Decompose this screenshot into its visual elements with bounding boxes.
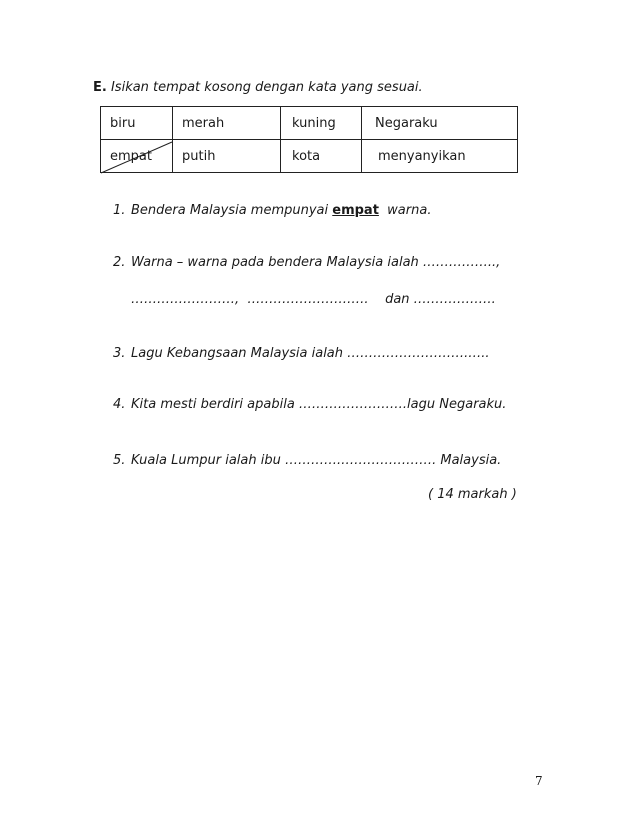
question-3 — [113, 346, 490, 361]
question-4 — [113, 397, 506, 412]
table-cell — [281, 140, 362, 173]
section-heading — [93, 80, 423, 95]
word-kuning: kuning — [292, 115, 336, 131]
page-number: 7 — [535, 774, 543, 788]
question-number: 4. — [113, 397, 126, 412]
answer-word: empat — [332, 203, 379, 218]
word-kota: kota — [292, 148, 321, 164]
section-instruction: Isikan tempat kosong dengan kata yang sesuai. — [110, 80, 423, 95]
word-negaraku: Negaraku — [375, 115, 438, 131]
table-cell — [362, 107, 518, 140]
strike-through-mark — [100, 141, 174, 174]
table-cell — [173, 107, 281, 140]
table-row — [101, 107, 518, 140]
question-text: warna. — [387, 203, 432, 218]
question-2-continuation — [131, 292, 496, 307]
blank-line: ……………………, — [131, 292, 240, 307]
word-putih: putih — [182, 148, 216, 164]
blank-line: ………………………. — [247, 292, 369, 307]
table-cell — [101, 107, 173, 140]
word-merah: merah — [182, 115, 225, 131]
question-text: Lagu Kebangsaan Malaysia ialah ……………………….….. — [131, 346, 490, 361]
question-2 — [113, 255, 500, 270]
question-text: Bendera Malaysia mempunyai — [131, 203, 333, 218]
section-label: E. — [93, 80, 107, 95]
word-biru: biru — [110, 115, 136, 131]
table-cell — [173, 140, 281, 173]
table-cell — [362, 140, 518, 173]
question-number: 5. — [113, 453, 126, 468]
word-empat: empat — [110, 148, 152, 164]
question-1 — [113, 203, 431, 218]
question-text: Warna – warna pada bendera Malaysia ialah …………….., — [131, 255, 501, 270]
blank-line: dan ………………. — [385, 292, 496, 307]
question-number: 2. — [113, 255, 126, 270]
question-text: Kita mesti berdiri apabila …………………….lagu Negaraku. — [131, 397, 507, 412]
table-cell — [281, 107, 362, 140]
question-number: 1. — [113, 203, 126, 218]
marks-label: ( 14 markah ) — [428, 487, 517, 502]
question-number: 3. — [113, 346, 126, 361]
word-menyanyikan: menyanyikan — [378, 148, 466, 164]
question-5 — [113, 453, 501, 468]
question-text: Kuala Lumpur ialah ibu ………….…………………. Malaysia. — [131, 453, 502, 468]
